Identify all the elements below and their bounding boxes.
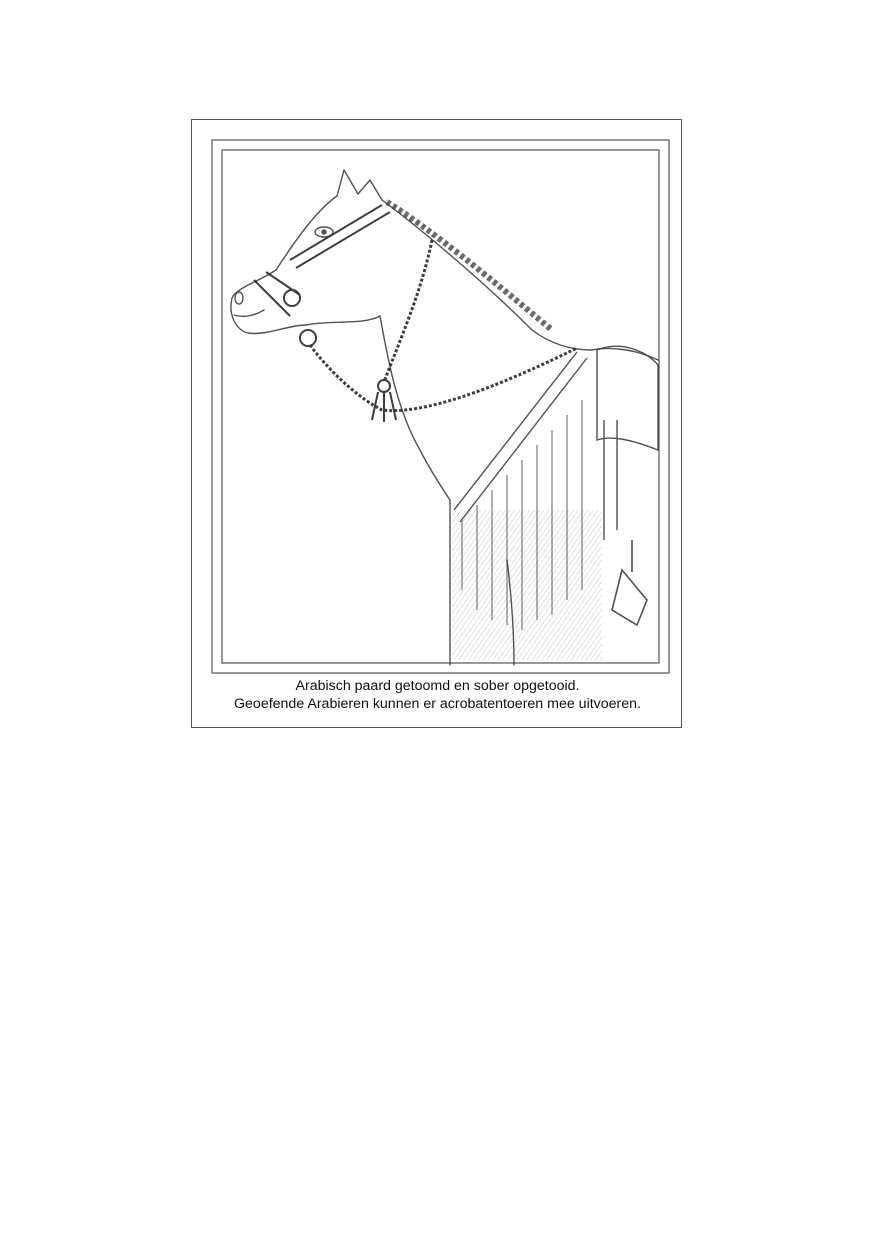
caption-line-1: Arabisch paard getoomd en sober opgetooid. [295,678,580,694]
caption-line-2: Geoefende Arabieren kunnen er acrobatentoeren mee uitvoeren. [234,696,641,712]
figure-caption [192,677,683,713]
pencil-sketch-horse-icon [192,120,683,680]
figure-card [191,119,682,728]
